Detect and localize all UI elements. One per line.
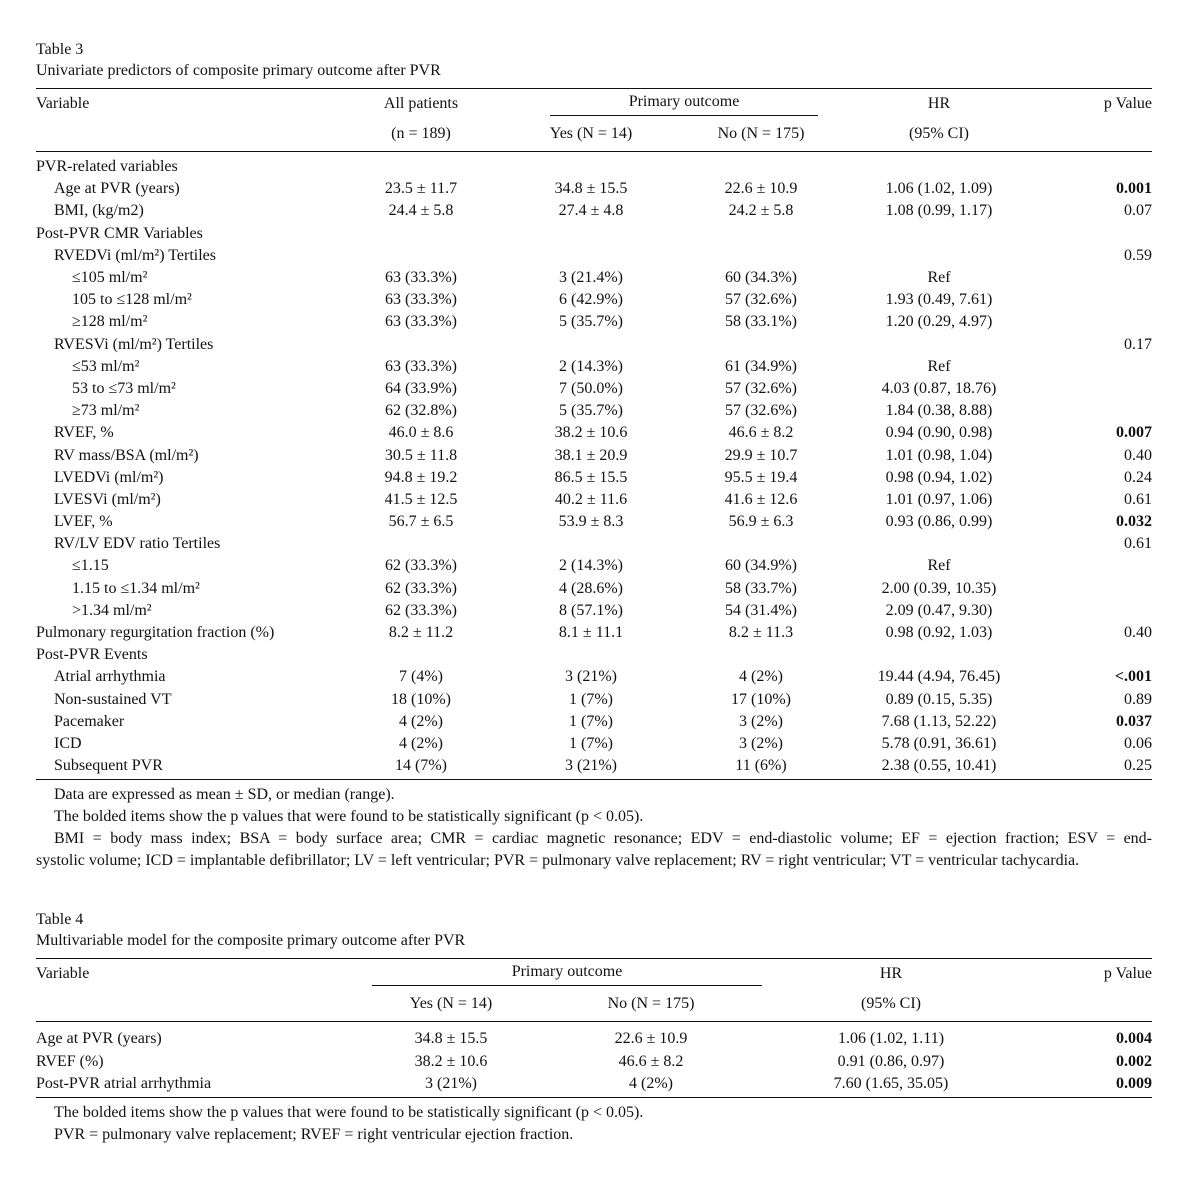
- table-row: [36, 755, 1152, 777]
- cell-hr: 1.06 (1.02, 1.09): [885, 180, 993, 198]
- cell-p-value: 0.032: [1116, 513, 1152, 531]
- cell-all-patients: 46.0 ± 8.6: [388, 424, 454, 442]
- row-label: Post-PVR Events: [36, 646, 148, 664]
- cell-outcome-yes: [506, 245, 676, 267]
- cell-hr: 1.01 (0.97, 1.06): [885, 490, 993, 508]
- table3-note: The bolded items show the p values that were found to be statistically significant (p < 0.05).: [54, 808, 644, 826]
- table-row: [36, 733, 1152, 755]
- cell-all-patients: 24.4 ± 5.8: [388, 202, 454, 220]
- cell-hr: 7.60 (1.65, 35.05): [833, 1074, 949, 1092]
- cell-hr: Ref: [927, 357, 951, 375]
- cell-outcome-yes: 3 (21%): [565, 757, 617, 775]
- cell-all-patients: 63 (33.3%): [385, 291, 457, 309]
- cell-outcome-yes: 2 (14.3%): [559, 357, 623, 375]
- cell-outcome-no: 54 (31.4%): [725, 601, 797, 619]
- t4-h-primary-outcome: Primary outcome: [372, 963, 762, 986]
- cell-outcome-yes: 5 (35.7%): [559, 313, 623, 331]
- cell-outcome-no: [676, 644, 846, 666]
- cell-outcome-no: 95.5 ± 19.4: [724, 468, 798, 486]
- table-row: [36, 334, 1152, 356]
- table-row: [36, 245, 1152, 267]
- cell-outcome-no: [676, 223, 846, 245]
- cell-all-patients: 8.2 ± 11.2: [388, 624, 454, 642]
- cell-all-patients: 56.7 ± 6.5: [388, 513, 454, 531]
- cell-hr: 0.93 (0.86, 0.99): [885, 513, 993, 531]
- cell-hr: 1.06 (1.02, 1.11): [837, 1030, 945, 1048]
- table3-header: [36, 89, 1152, 149]
- cell-outcome-no: 17 (10%): [731, 690, 791, 708]
- cell-all-patients: [336, 245, 506, 267]
- cell-all-patients: 4 (2%): [399, 712, 443, 730]
- table-row: [36, 356, 1152, 378]
- table-row: [36, 311, 1152, 333]
- cell-outcome-yes: 27.4 ± 4.8: [558, 202, 624, 220]
- t4-h-yes: Yes (N = 14): [409, 995, 493, 1013]
- cell-outcome-yes: 40.2 ± 11.6: [554, 490, 628, 508]
- t3-h-yes: Yes (N = 14): [549, 125, 633, 142]
- cell-p-value: <.001: [1114, 668, 1152, 686]
- cell-p-value: 0.61: [1124, 535, 1152, 553]
- cell-outcome-yes: 38.1 ± 20.9: [554, 446, 628, 464]
- t4-h-hr: HR: [879, 965, 903, 983]
- row-label: 53 to ≤73 ml/m²: [72, 379, 176, 397]
- cell-hr: 2.00 (0.39, 10.35): [881, 579, 997, 597]
- cell-p-value: 0.002: [1116, 1052, 1152, 1070]
- cell-hr: 1.84 (0.38, 8.88): [885, 402, 993, 420]
- table-row: [36, 600, 1152, 622]
- table4-header-rule: [36, 1021, 1152, 1022]
- cell-outcome-no: 60 (34.9%): [725, 557, 797, 575]
- table-row: [36, 533, 1152, 555]
- cell-hr: 5.78 (0.91, 36.61): [881, 734, 997, 752]
- cell-outcome-no: 22.6 ± 10.9: [614, 1030, 688, 1048]
- table3-bottom-rule: [36, 779, 1152, 780]
- row-label: RV mass/BSA (ml/m²): [54, 446, 199, 464]
- table-row: [36, 378, 1152, 400]
- cell-outcome-no: 29.9 ± 10.7: [724, 446, 798, 464]
- cell-outcome-no: 41.6 ± 12.6: [724, 490, 798, 508]
- cell-outcome-yes: [506, 156, 676, 178]
- cell-outcome-yes: 86.5 ± 15.5: [554, 468, 628, 486]
- row-label: RV/LV EDV ratio Tertiles: [54, 535, 221, 553]
- cell-outcome-no: 58 (33.7%): [725, 579, 797, 597]
- cell-hr: 7.68 (1.13, 52.22): [881, 712, 997, 730]
- cell-outcome-yes: 38.2 ± 10.6: [414, 1052, 488, 1070]
- cell-p-value: 0.17: [1124, 335, 1152, 353]
- cell-outcome-no: [676, 156, 846, 178]
- t3-h-all: All patients: [383, 95, 459, 112]
- cell-outcome-no: 57 (32.6%): [725, 291, 797, 309]
- table-row: [36, 489, 1152, 511]
- cell-all-patients: [336, 533, 506, 555]
- row-label: ≥73 ml/m²: [72, 402, 140, 420]
- cell-hr: [846, 334, 1032, 356]
- row-label: Post-PVR CMR Variables: [36, 224, 203, 242]
- table4-bottom-rule: [36, 1097, 1152, 1098]
- cell-hr: [846, 245, 1032, 267]
- row-label: 105 to ≤128 ml/m²: [72, 291, 192, 309]
- table-row: [36, 223, 1152, 245]
- cell-hr: 1.20 (0.29, 4.97): [885, 313, 993, 331]
- table3-abbreviations-cont: systolic volume; ICD = implantable defibrillator; LV = left ventricular; PVR = pulmonary valve replacement; RV = right ventricular; VT = ventricular tachycardia.: [36, 852, 1080, 870]
- cell-outcome-yes: [506, 334, 676, 356]
- table-row: [36, 422, 1152, 444]
- row-label: Post-PVR atrial arrhythmia: [36, 1074, 212, 1092]
- row-label: BMI, (kg/m2): [54, 202, 144, 220]
- table-row: [36, 444, 1152, 466]
- cell-all-patients: 30.5 ± 11.8: [384, 446, 458, 464]
- t4-h-hr-ci: (95% CI): [861, 995, 921, 1013]
- cell-all-patients: 14 (7%): [395, 757, 447, 775]
- cell-p-value: [1032, 223, 1152, 245]
- table-row: [36, 711, 1152, 733]
- cell-p-value: [1032, 644, 1152, 666]
- cell-p-value: 0.004: [1116, 1030, 1152, 1048]
- cell-outcome-no: 57 (32.6%): [725, 379, 797, 397]
- cell-hr: [846, 223, 1032, 245]
- cell-all-patients: [336, 334, 506, 356]
- t4-h-p: p Value: [1103, 965, 1153, 983]
- page: [36, 40, 1152, 1146]
- cell-outcome-yes: 3 (21.4%): [559, 269, 623, 287]
- cell-p-value: 0.59: [1124, 246, 1152, 264]
- cell-all-patients: [336, 644, 506, 666]
- table-row: [36, 578, 1152, 600]
- cell-all-patients: 62 (33.3%): [385, 579, 457, 597]
- cell-hr: 1.93 (0.49, 7.61): [885, 291, 993, 309]
- row-label: RVESVi (ml/m²) Tertiles: [54, 335, 214, 353]
- table-row: [36, 178, 1152, 200]
- cell-hr: 0.98 (0.92, 1.03): [885, 624, 993, 642]
- cell-hr: 0.91 (0.86, 0.97): [837, 1052, 945, 1070]
- table-row: [36, 1050, 1152, 1072]
- table-row: [36, 400, 1152, 422]
- cell-hr: 1.01 (0.98, 1.04): [885, 446, 993, 464]
- cell-outcome-no: 56.9 ± 6.3: [728, 513, 794, 531]
- row-label: ≤53 ml/m²: [72, 357, 140, 375]
- cell-all-patients: 63 (33.3%): [385, 269, 457, 287]
- t4-h-no: No (N = 175): [607, 995, 695, 1013]
- cell-all-patients: [336, 223, 506, 245]
- table3-notes: [36, 784, 1152, 872]
- cell-outcome-no: 61 (34.9%): [725, 357, 797, 375]
- table-row: [36, 622, 1152, 644]
- cell-outcome-yes: 1 (7%): [569, 734, 613, 752]
- cell-hr: [846, 533, 1032, 555]
- cell-all-patients: 94.8 ± 19.2: [384, 468, 458, 486]
- t3-h-variable: Variable: [36, 95, 90, 112]
- cell-p-value: 0.40: [1124, 446, 1152, 464]
- cell-outcome-no: 24.2 ± 5.8: [728, 202, 794, 220]
- cell-outcome-yes: 38.2 ± 10.6: [554, 424, 628, 442]
- cell-outcome-no: 3 (2%): [739, 712, 783, 730]
- cell-hr: 19.44 (4.94, 76.45): [877, 668, 1001, 686]
- cell-outcome-no: 60 (34.3%): [725, 269, 797, 287]
- cell-all-patients: 62 (32.8%): [385, 402, 457, 420]
- row-label: ≤1.15: [72, 557, 109, 575]
- cell-outcome-no: 4 (2%): [629, 1074, 673, 1092]
- row-label: Age at PVR (years): [54, 180, 180, 198]
- cell-hr: [846, 156, 1032, 178]
- row-label: ≤105 ml/m²: [72, 269, 148, 287]
- row-label: >1.34 ml/m²: [72, 601, 152, 619]
- cell-p-value: [1032, 311, 1152, 333]
- table-row: [36, 1028, 1152, 1050]
- cell-outcome-no: 8.2 ± 11.3: [728, 624, 794, 642]
- table-row: [36, 267, 1152, 289]
- cell-hr: 0.89 (0.15, 5.35): [885, 690, 993, 708]
- cell-p-value: 0.24: [1124, 468, 1152, 486]
- row-label: Pulmonary regurgitation fraction (%): [36, 624, 275, 642]
- cell-outcome-yes: 5 (35.7%): [559, 402, 623, 420]
- table4-note: PVR = pulmonary valve replacement; RVEF = right ventricular ejection fraction.: [54, 1125, 574, 1143]
- cell-outcome-no: [676, 334, 846, 356]
- cell-p-value: [1032, 356, 1152, 378]
- cell-outcome-yes: [506, 644, 676, 666]
- row-label: Subsequent PVR: [54, 757, 163, 775]
- cell-p-value: 0.89: [1124, 690, 1152, 708]
- cell-p-value: [1032, 578, 1152, 600]
- cell-outcome-yes: 2 (14.3%): [559, 557, 623, 575]
- cell-p-value: 0.61: [1124, 490, 1152, 508]
- row-label: RVEF (%): [36, 1052, 104, 1070]
- cell-p-value: 0.009: [1116, 1074, 1152, 1092]
- cell-outcome-no: 46.6 ± 8.2: [618, 1052, 684, 1070]
- cell-outcome-no: [676, 245, 846, 267]
- cell-p-value: 0.037: [1116, 712, 1152, 730]
- table4-label: Table 4: [36, 911, 84, 929]
- cell-outcome-no: [676, 533, 846, 555]
- table4-notes: [36, 1102, 1152, 1146]
- cell-hr: 0.98 (0.94, 1.02): [885, 468, 993, 486]
- cell-all-patients: 63 (33.3%): [385, 357, 457, 375]
- row-label: Age at PVR (years): [36, 1030, 162, 1048]
- cell-p-value: [1032, 378, 1152, 400]
- table3-abbreviations: BMI = body mass index; BSA = body surface area; CMR = cardiac magnetic resonance; EDV = end-diastolic volume; EF = ejection fraction; ESV = end-: [54, 830, 1152, 848]
- cell-outcome-yes: [506, 223, 676, 245]
- cell-outcome-yes: 4 (28.6%): [559, 579, 623, 597]
- cell-p-value: 0.007: [1116, 424, 1152, 442]
- cell-all-patients: 41.5 ± 12.5: [384, 490, 458, 508]
- cell-p-value: 0.07: [1124, 202, 1152, 220]
- cell-all-patients: 64 (33.9%): [385, 379, 457, 397]
- table3-title: Univariate predictors of composite primary outcome after PVR: [36, 62, 441, 79]
- t3-h-hr: HR: [927, 95, 951, 112]
- table-row: [36, 156, 1152, 178]
- cell-all-patients: 4 (2%): [399, 734, 443, 752]
- row-label: Non-sustained VT: [54, 690, 172, 708]
- cell-hr: 2.09 (0.47, 9.30): [885, 601, 993, 619]
- row-label: Atrial arrhythmia: [54, 668, 166, 686]
- cell-all-patients: [336, 156, 506, 178]
- row-label: LVEDVi (ml/m²): [54, 468, 164, 486]
- cell-outcome-no: 4 (2%): [739, 668, 783, 686]
- row-label: RVEDVi (ml/m²) Tertiles: [54, 246, 217, 264]
- t3-h-all-n: (n = 189): [391, 125, 451, 142]
- cell-outcome-no: 58 (33.1%): [725, 313, 797, 331]
- table3-label: Table 3: [36, 41, 84, 58]
- table3-note: Data are expressed as mean ± SD, or median (range).: [54, 786, 395, 804]
- cell-outcome-yes: 7 (50.0%): [559, 379, 623, 397]
- t4-h-variable: Variable: [36, 965, 90, 983]
- table-row: [36, 689, 1152, 711]
- cell-all-patients: 7 (4%): [399, 668, 443, 686]
- cell-hr: 1.08 (0.99, 1.17): [885, 202, 993, 220]
- row-label: Pacemaker: [54, 712, 125, 730]
- cell-outcome-no: 11 (6%): [735, 757, 787, 775]
- cell-outcome-no: 46.6 ± 8.2: [728, 424, 794, 442]
- cell-p-value: [1032, 400, 1152, 422]
- row-label: PVR-related variables: [36, 158, 178, 176]
- cell-outcome-yes: 34.8 ± 15.5: [554, 180, 628, 198]
- cell-p-value: [1032, 289, 1152, 311]
- cell-p-value: 0.40: [1124, 624, 1152, 642]
- cell-hr: Ref: [927, 557, 951, 575]
- cell-outcome-yes: 34.8 ± 15.5: [414, 1030, 488, 1048]
- cell-p-value: 0.25: [1124, 757, 1152, 775]
- table3-header-rule: [36, 151, 1152, 152]
- cell-all-patients: 62 (33.3%): [385, 601, 457, 619]
- cell-hr: 0.94 (0.90, 0.98): [885, 424, 993, 442]
- cell-outcome-yes: 3 (21%): [565, 668, 617, 686]
- cell-outcome-yes: 1 (7%): [569, 690, 613, 708]
- table4-body: [36, 1028, 1152, 1095]
- cell-hr: [846, 644, 1032, 666]
- cell-all-patients: 18 (10%): [391, 690, 451, 708]
- row-label: LVESVi (ml/m²): [54, 490, 161, 508]
- t3-h-no: No (N = 175): [717, 125, 805, 142]
- cell-outcome-yes: 8 (57.1%): [559, 601, 623, 619]
- cell-p-value: [1032, 156, 1152, 178]
- cell-hr: Ref: [927, 269, 951, 287]
- row-label: ≥128 ml/m²: [72, 313, 148, 331]
- cell-outcome-no: 3 (2%): [739, 734, 783, 752]
- cell-p-value: [1032, 600, 1152, 622]
- table4-header: [36, 959, 1152, 1019]
- table-row: [36, 555, 1152, 577]
- row-label: LVEF, %: [54, 513, 113, 531]
- cell-outcome-no: 22.6 ± 10.9: [724, 180, 798, 198]
- table-row: [36, 289, 1152, 311]
- cell-all-patients: 63 (33.3%): [385, 313, 457, 331]
- cell-p-value: [1032, 555, 1152, 577]
- cell-outcome-yes: [506, 533, 676, 555]
- cell-hr: 4.03 (0.87, 18.76): [881, 379, 997, 397]
- table3-body: [36, 156, 1152, 777]
- table-row: [36, 511, 1152, 533]
- table-row: [36, 666, 1152, 688]
- table-row: [36, 467, 1152, 489]
- cell-outcome-no: 57 (32.6%): [725, 402, 797, 420]
- row-label: 1.15 to ≤1.34 ml/m²: [72, 579, 200, 597]
- cell-hr: 2.38 (0.55, 10.41): [881, 757, 997, 775]
- cell-outcome-yes: 6 (42.9%): [559, 291, 623, 309]
- table-row: [36, 200, 1152, 222]
- cell-all-patients: 62 (33.3%): [385, 557, 457, 575]
- table-row: [36, 1073, 1152, 1095]
- cell-p-value: 0.001: [1116, 180, 1152, 198]
- cell-outcome-yes: 8.1 ± 11.1: [558, 624, 624, 642]
- cell-all-patients: 23.5 ± 11.7: [384, 180, 458, 198]
- table-row: [36, 644, 1152, 666]
- t3-h-p: p Value: [1103, 95, 1153, 112]
- t3-h-primary-outcome: Primary outcome: [550, 93, 818, 116]
- cell-outcome-yes: 53.9 ± 8.3: [558, 513, 624, 531]
- row-label: ICD: [54, 734, 82, 752]
- t3-h-hr-ci: (95% CI): [909, 125, 969, 142]
- cell-outcome-yes: 3 (21%): [425, 1074, 477, 1092]
- cell-outcome-yes: 1 (7%): [569, 712, 613, 730]
- cell-p-value: [1032, 267, 1152, 289]
- table4-title: Multivariable model for the composite primary outcome after PVR: [36, 932, 466, 950]
- row-label: RVEF, %: [54, 424, 114, 442]
- table4-note: The bolded items show the p values that were found to be statistically significant (p < 0.05).: [54, 1103, 644, 1121]
- cell-p-value: 0.06: [1124, 734, 1152, 752]
